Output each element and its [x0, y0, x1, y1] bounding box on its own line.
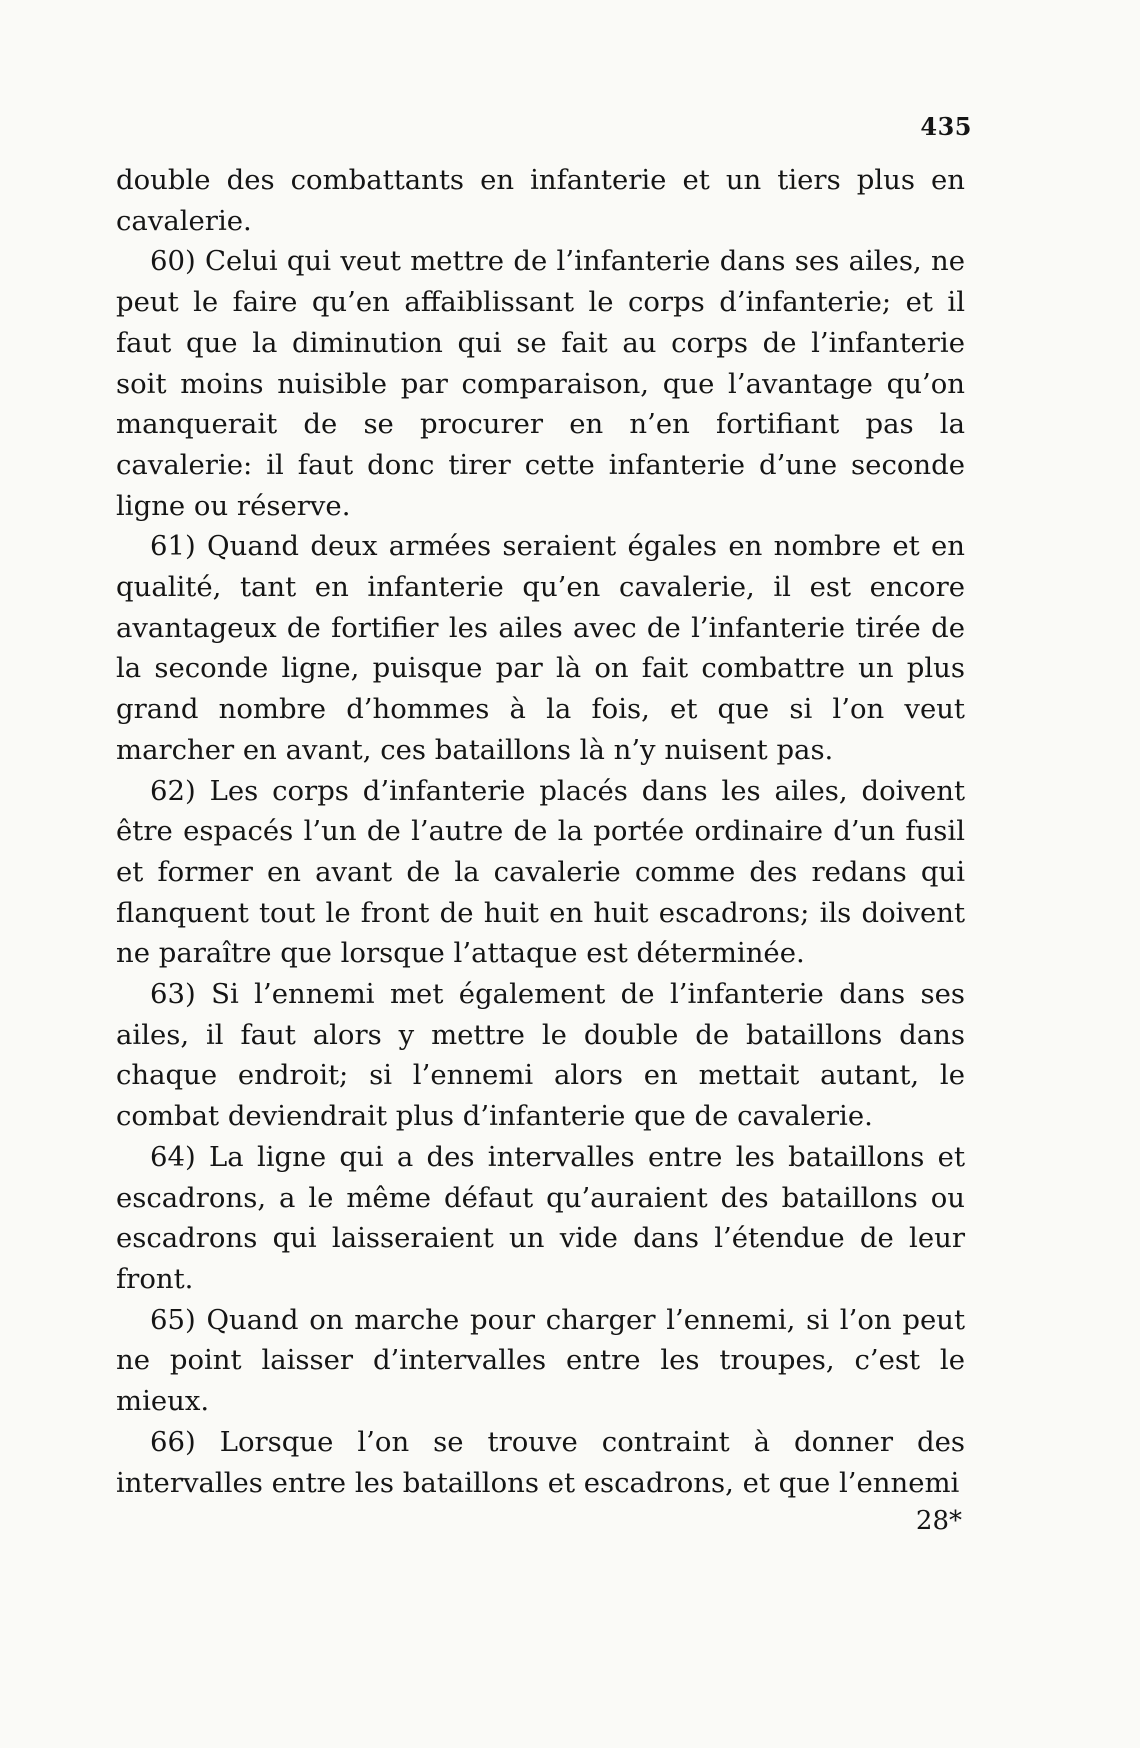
- paragraph-62: 62) Les corps d’infanterie placés dans les ailes, doivent être espacés l’un de l’autre de la portée ordinaire d’un fusil et former en avant de la cavalerie comme des redans qui flanquent tout le front de huit en huit escadrons; ils doivent ne paraître que lorsque l’attaque est déterminée.: [116, 774, 965, 970]
- paragraph-continuation: double des combattants en infanterie et un tiers plus en cavalerie.: [116, 164, 965, 237]
- paragraph-66: 66) Lorsque l’on se trouve contraint à donner des intervalles entre les bataillons et escadrons, et que l’ennemi: [116, 1425, 965, 1499]
- sheet-signature-mark: 28*: [915, 1506, 962, 1536]
- paragraph-60: 60) Celui qui veut mettre de l’infanterie dans ses ailes, ne peut le faire qu’en affaiblissant le corps d’infanterie; et il faut que la diminution qui se fait au corps de l’infanterie soit moins nuisible par comparaison, que l’avantage qu’on manquerait de se procurer en n’en fortifiant pas la cavalerie: il faut donc tirer cette infanterie d’une seconde ligne ou réserve.: [116, 245, 965, 522]
- paragraph-65: 65) Quand on marche pour charger l’ennemi, si l’on peut ne point laisser d’intervalles entre les troupes, c’est le mieux.: [116, 1303, 965, 1418]
- paragraph-61: 61) Quand deux armées seraient égales en nombre et en qualité, tant en infanterie qu’en cavalerie, il est encore avantageux de fortifier les ailes avec de l’infanterie tirée de la seconde ligne, puisque par là on fait combattre un plus grand nombre d’hommes à la fois, et que si l’on veut marcher en avant, ces bataillons là n’y nuisent pas.: [116, 530, 965, 766]
- paragraph-64: 64) La ligne qui a des intervalles entre les bataillons et escadrons, a le même défaut qu’auraient des bataillons ou escadrons qui laisseraient un vide dans l’étendue de leur front.: [116, 1140, 965, 1295]
- paragraph-63: 63) Si l’ennemi met également de l’infanterie dans ses ailes, il faut alors y mettre le double de bataillons dans chaque endroit; si l’ennemi alors en mettait autant, le combat deviendrait plus d’infanterie que de cavalerie.: [116, 978, 965, 1133]
- body-text: [116, 160, 965, 1503]
- page-number: 435: [920, 112, 972, 141]
